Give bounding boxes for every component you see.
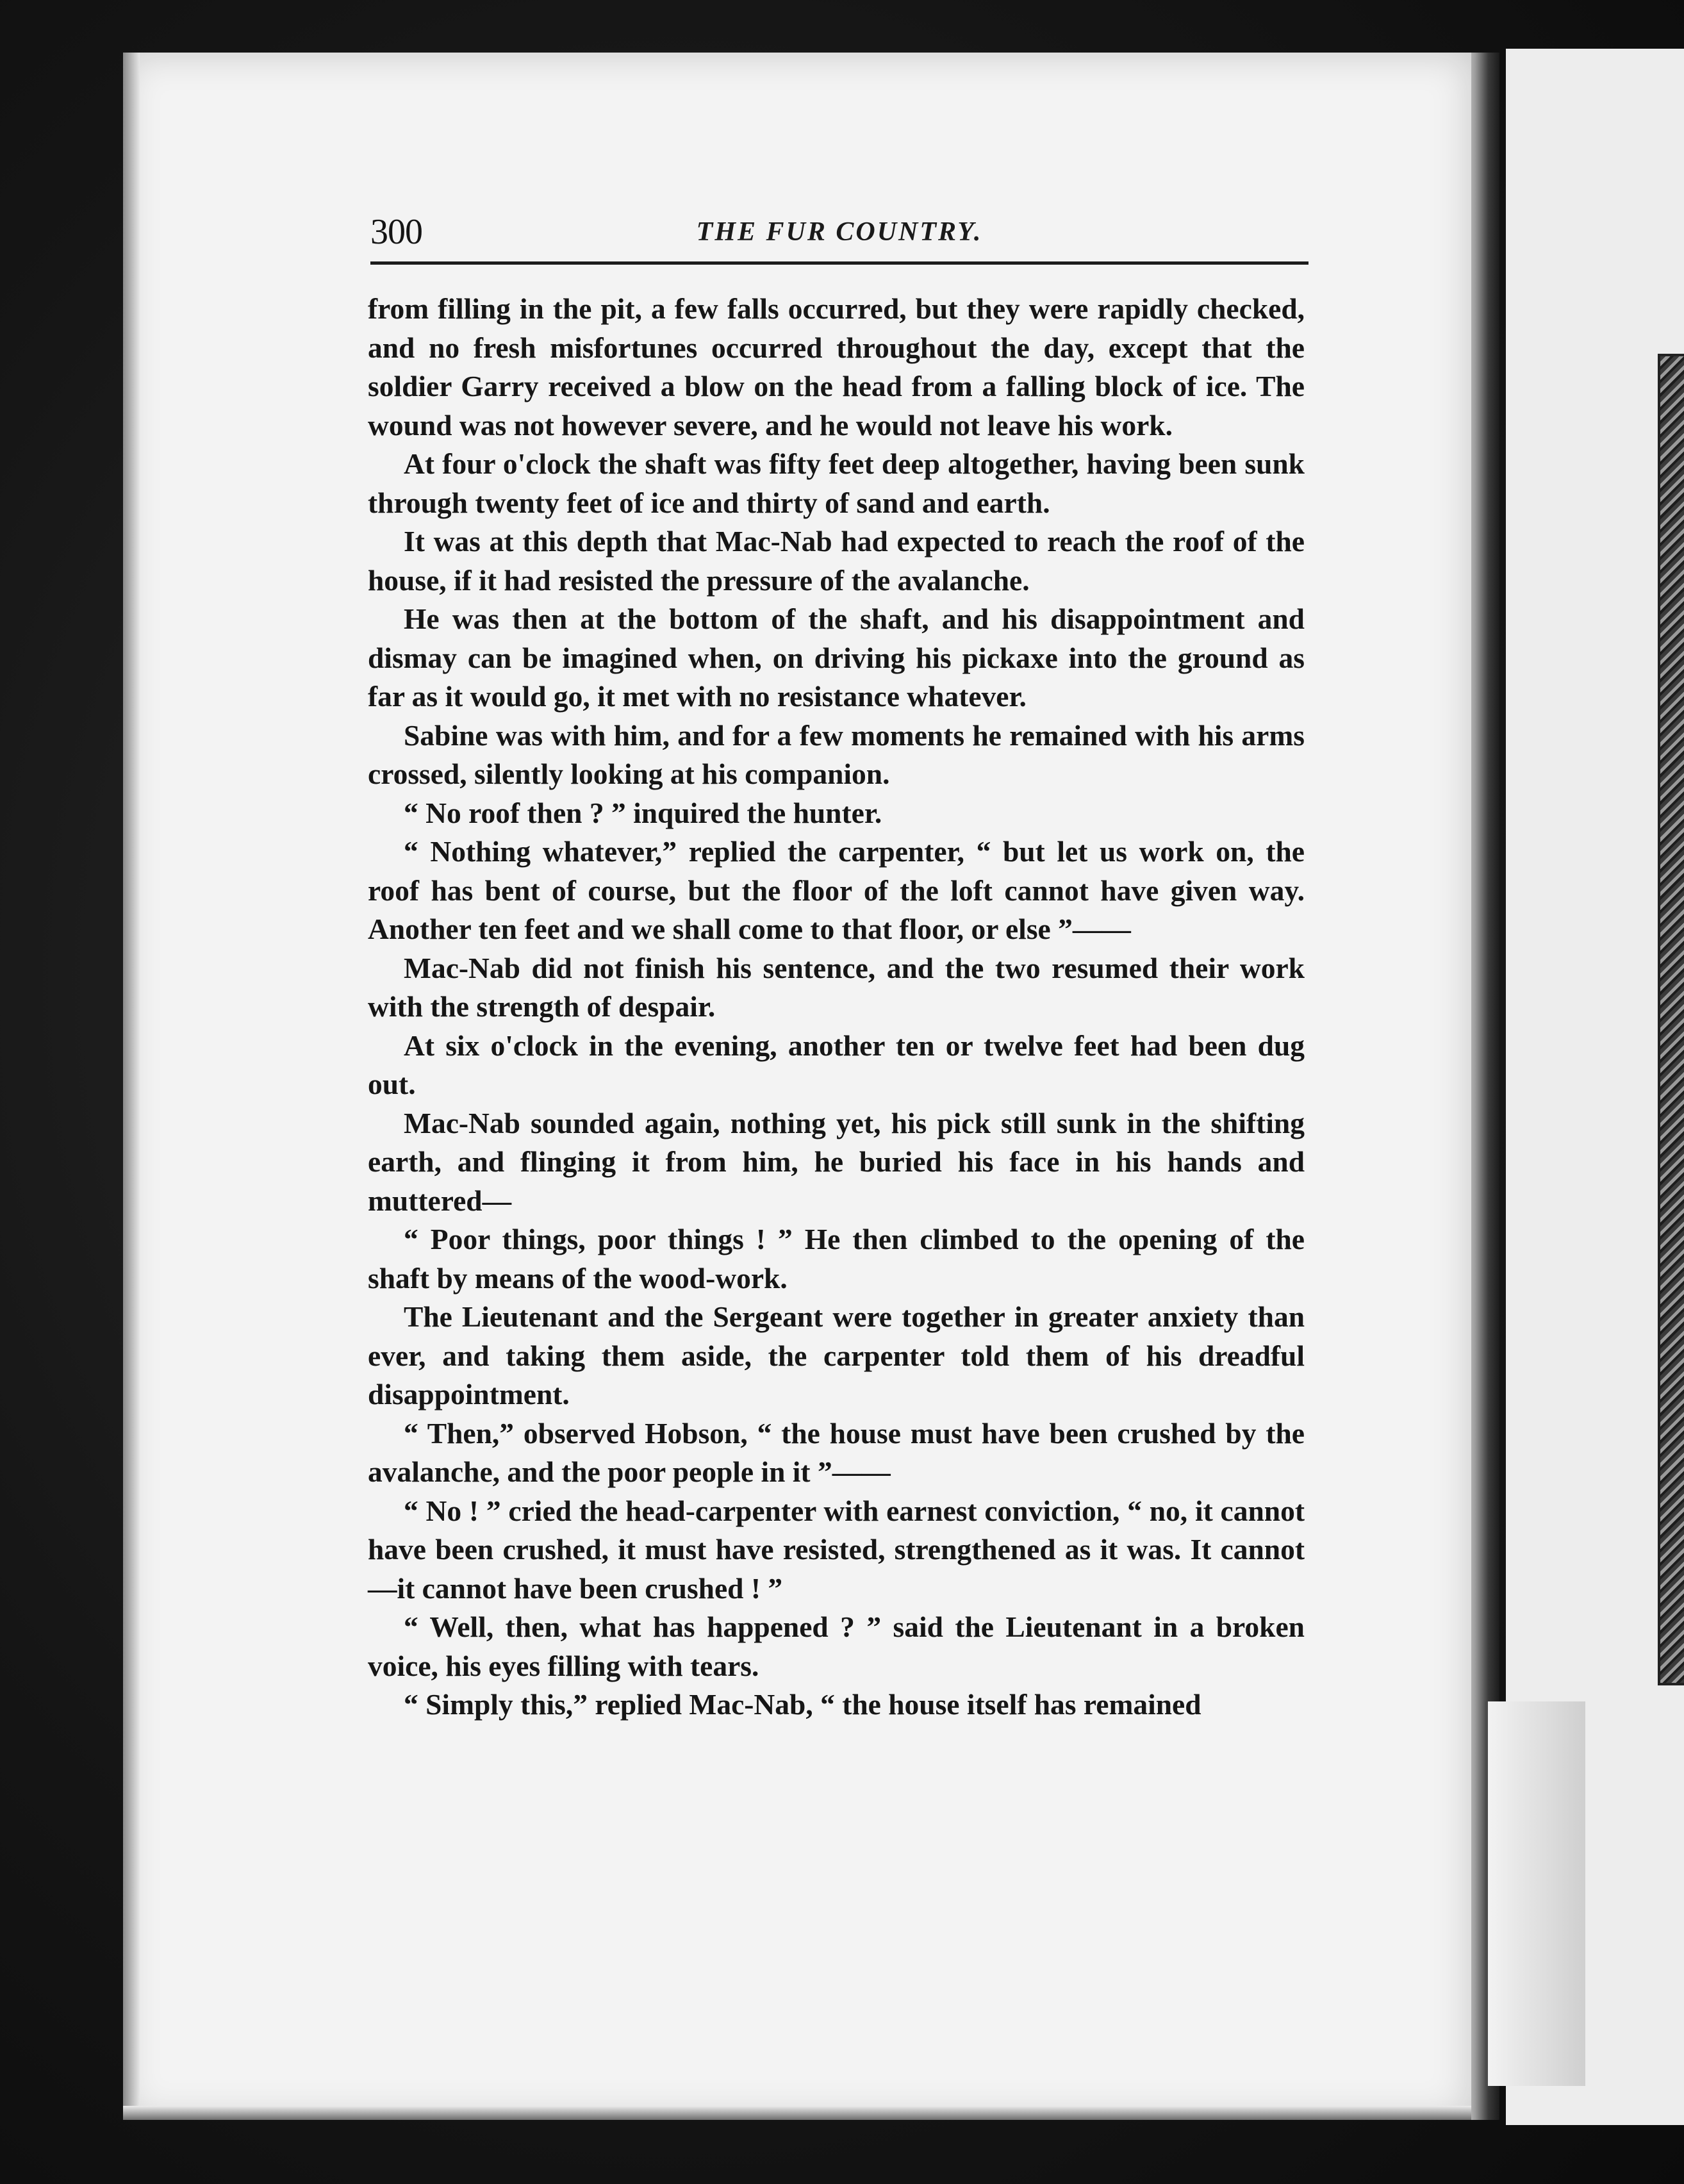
paragraph: Sabine was with him, and for a few moments he remained with his arms crossed, silently looking at his companion. <box>368 718 1305 790</box>
paragraph: “ Nothing whatever,” replied the carpenter, “ but let us work on, the roof has bent of course, but the floor of the loft cannot have given way. Another ten feet and we shall come to that floor, or else ”—— <box>368 835 1305 945</box>
facing-page-engraving <box>1658 354 1684 1685</box>
page-bottom-edge <box>123 2106 1471 2120</box>
paragraph: The Lieutenant and the Sergeant were together in greater anxiety than ever, and taking them aside, the carpenter told them of his dreadful disappointment. <box>368 1300 1305 1410</box>
body-text <box>368 290 1305 1725</box>
paragraph: “ Then,” observed Hobson, “ the house must have been crushed by the avalanche, and the poor people in it ”—— <box>368 1416 1305 1488</box>
paragraph: Mac-Nab did not finish his sentence, and the two resumed their work with the strength of despair. <box>368 951 1305 1023</box>
paragraph: from filling in the pit, a few falls occurred, but they were rapidly checked, and no fresh misfortunes occurred throughout the day, except that the soldier Garry received a blow on the head from a falling block of ice. The wound was not however severe, and he would not leave his work. <box>368 292 1305 442</box>
paragraph: He was then at the bottom of the shaft, and his disappointment and dismay can be imagined when, on driving his pickaxe into the ground as far as it would go, it met with no resistance whatever. <box>368 602 1305 713</box>
page-header <box>370 211 1308 263</box>
paragraph: “ Well, then, what has happened ? ” said the Lieutenant in a broken voice, his eyes filling with tears. <box>368 1610 1305 1682</box>
paragraph: It was at this depth that Mac-Nab had expected to reach the roof of the house, if it had resisted the pressure of the avalanche. <box>368 525 1305 597</box>
paragraph: At four o'clock the shaft was fifty feet deep altogether, having been sunk through twenty feet of ice and thirty of sand and earth. <box>368 447 1305 519</box>
paragraph: Mac-Nab sounded again, nothing yet, his pick still sunk in the shifting earth, and flinging it from him, he buried his face in his hands and muttered— <box>368 1106 1305 1217</box>
paragraph: “ No roof then ? ” inquired the hunter. <box>404 796 882 829</box>
page-number: 300 <box>370 212 422 252</box>
paragraph: “ Simply this,” replied Mac-Nab, “ the house itself has remained <box>404 1688 1201 1721</box>
page-left-edge <box>123 53 140 2120</box>
paragraph: “ Poor things, poor things ! ” He then climbed to the opening of the shaft by means of the wood-work. <box>368 1223 1305 1295</box>
header-rule <box>370 261 1308 265</box>
paragraph: “ No ! ” cried the head-carpenter with earnest conviction, “ no, it cannot have been crushed, it must have resisted, strengthened as it was. It cannot—it cannot have been crushed ! ” <box>368 1494 1305 1605</box>
running-title: THE FUR COUNTRY. <box>696 217 983 247</box>
page-tab-edge <box>1485 1701 1585 2086</box>
paragraph: At six o'clock in the evening, another ten or twelve feet had been dug out. <box>368 1029 1305 1100</box>
